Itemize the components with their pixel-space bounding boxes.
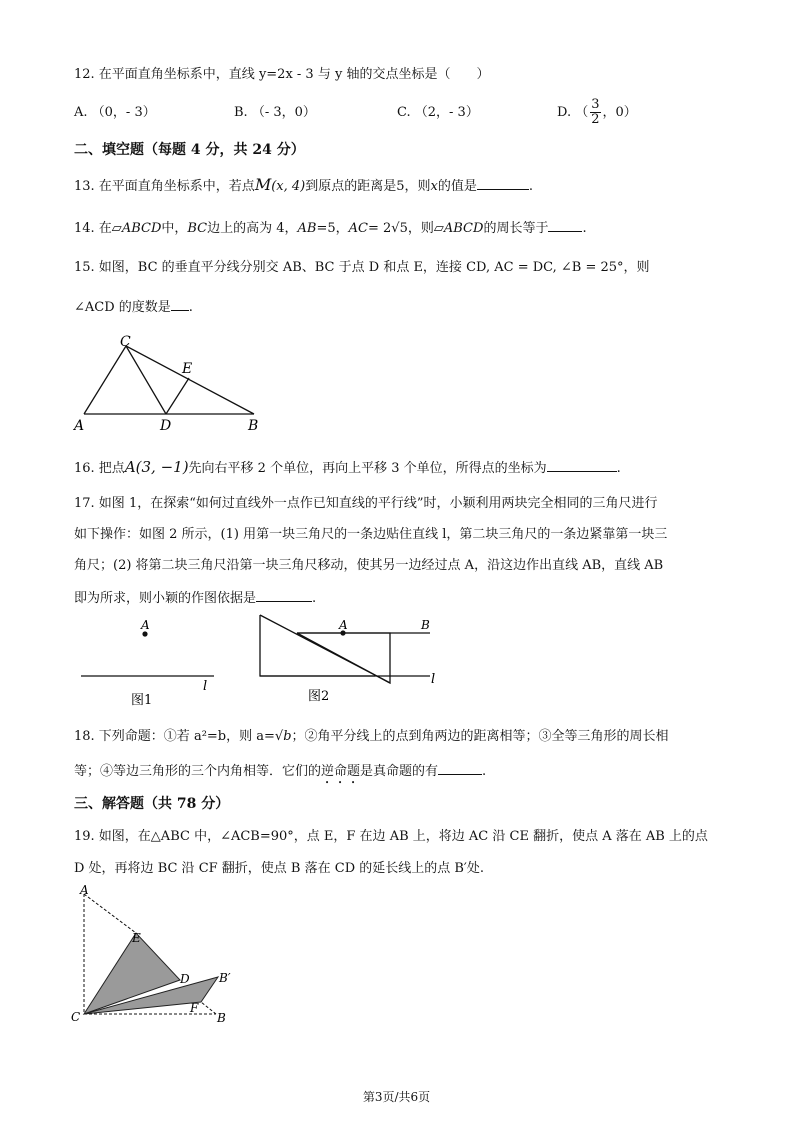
section2-title: 二、填空题（每题 4 分，共 24 分） xyxy=(74,142,305,158)
answer-blank xyxy=(477,177,529,190)
q17-text-a: 即为所求，则小颖的作图依据是 xyxy=(74,591,257,606)
label-c: C xyxy=(120,334,131,350)
q18-text-b: ；②角平分线上的点到角两边的距离相等；③全等三角形的周长相 xyxy=(291,729,669,744)
q18-sqrt-b: √b xyxy=(274,729,292,744)
q19-line1: 19. 如图，在△ABC 中，∠ACB=90°，点 E，F 在边 AB 上，将边 AC 沿 CE 翻折，使点 A 落在 AB 上的点 xyxy=(74,829,708,844)
answer-blank xyxy=(171,298,189,311)
fraction-numerator: 3 xyxy=(591,97,600,112)
label-d: D xyxy=(180,972,190,986)
q13-text-c: ，则 xyxy=(404,179,431,194)
q12-option-d-prefix: D. （ xyxy=(557,105,589,120)
caption-fig1: 图1 xyxy=(131,693,153,708)
q15-line1: 15. 如图，BC 的垂直平分线分别交 AB、BC 于点 D 和点 E，连接 CD, AC = DC, ∠B = 25°，则 xyxy=(74,260,650,275)
q18-text-a: 18. 下列命题：①若 a²=b，则 a= xyxy=(74,729,275,744)
segment-ac xyxy=(84,346,126,414)
q14-text-g: 的周长等于 xyxy=(483,221,549,236)
q14-abcd-2: ABCD xyxy=(443,221,484,236)
q16-text-b: 先向右平移 2 个单位，再向上平移 3 个单位，所得点的坐标为 xyxy=(188,461,547,476)
label-b-prime: B′ xyxy=(219,971,231,985)
answer-blank xyxy=(438,762,482,775)
segment-fb-dashed xyxy=(201,1002,216,1014)
q15-text-a: ∠ACD 的度数是 xyxy=(74,300,171,315)
q15-period: . xyxy=(188,300,193,315)
q14-abcd: ABCD xyxy=(121,221,162,236)
label-a-fig2: A xyxy=(339,618,348,632)
segment-ae-dashed xyxy=(84,894,136,933)
q18-line2 xyxy=(74,762,486,787)
segment-cb xyxy=(126,346,254,414)
q19-line2: D 处，再将边 BC 沿 CF 翻折，使点 B 落在 CD 的延长线上的点 B′处. xyxy=(74,861,485,876)
q16 xyxy=(74,459,621,477)
q12-option-d-suffix: ，0） xyxy=(602,105,637,120)
label-a-fig1: A xyxy=(141,618,150,632)
q13-text-b: 到原点的距离是 xyxy=(305,179,397,194)
page-number: 第3页/共6页 xyxy=(362,1090,431,1104)
q12-option-a: A. （0，- 3） xyxy=(74,105,156,120)
q14-bc: BC xyxy=(187,221,208,236)
figure-q19 xyxy=(66,880,246,1025)
label-b: B xyxy=(217,1011,226,1025)
q12-option-d xyxy=(557,95,637,131)
label-a: A xyxy=(80,883,89,897)
q16-point-a: A(3, −1) xyxy=(124,458,189,476)
q14-text-c: 边上的高为 4， xyxy=(207,221,298,236)
segment-de xyxy=(166,378,189,414)
q14-ac-value: = 2√5 xyxy=(368,221,408,236)
q16-text-a: 16. 把点 xyxy=(74,461,125,476)
q18-text-d: 是真命题的有 xyxy=(360,764,439,779)
q13-text-a: 13. 在平面直角坐标系中，若点 xyxy=(74,179,255,194)
answer-blank xyxy=(548,219,582,232)
q13-distance: 5 xyxy=(396,179,405,194)
q13-text-d: 的值是 xyxy=(437,179,477,194)
figure-q15 xyxy=(70,330,290,435)
label-d: D xyxy=(160,418,172,434)
q17-line2: 如下操作：如图 2 所示，(1) 用第一块三角尺的一条边贴住直线 l，第二块三角尺的一条边紧靠第一块三 xyxy=(74,527,668,542)
q18-text-c: 等；④等边三角形的三个内角相等．它们的 xyxy=(74,764,322,779)
q18-period: . xyxy=(482,764,487,779)
q12-option-c: C. （2，- 3） xyxy=(397,105,479,120)
caption-fig2: 图2 xyxy=(308,689,330,704)
q14-text-b: 中， xyxy=(161,221,188,236)
label-a: A xyxy=(74,418,85,434)
q17-line1: 17. 如图 1，在探索“如何过直线外一点作已知直线的平行线”时，小颖利用两块完全相同的三角尺进行 xyxy=(74,496,658,511)
q14-ac: AC xyxy=(348,221,369,236)
q16-period: . xyxy=(616,461,621,476)
q14-text-a: 14. 在▱ xyxy=(74,221,122,236)
label-f: F xyxy=(190,1001,199,1015)
q18-emphasis: 逆命题 xyxy=(321,764,361,779)
q12-option-b: B. （- 3，0） xyxy=(234,105,316,120)
section3-title: 三、解答题（共 78 分） xyxy=(74,796,230,812)
q14-ab: AB xyxy=(297,221,317,236)
q13-x: x xyxy=(430,179,438,194)
q14-text-f: ，则▱ xyxy=(407,221,444,236)
label-b: B xyxy=(248,418,259,434)
q18-line1 xyxy=(74,729,669,745)
answer-blank xyxy=(256,589,312,602)
q13-coords: (x, 4) xyxy=(271,179,306,194)
q13 xyxy=(74,177,533,195)
q13-period: . xyxy=(528,179,534,194)
q17-period: . xyxy=(312,591,317,606)
fraction-three-halves xyxy=(590,98,600,127)
figure-q17 xyxy=(75,612,455,712)
q15-line2 xyxy=(74,298,193,316)
q17-line4 xyxy=(74,589,316,607)
label-b-fig2: B xyxy=(421,618,430,632)
label-e: E xyxy=(132,931,141,945)
q12-stem: 12. 在平面直角坐标系中，直线 y=2x - 3 与 y 轴的交点坐标是（ ） xyxy=(74,67,490,82)
q17-line3: 角尺；(2) 将第二块三角尺沿第一块三角尺移动，使其另一边经过点 A，沿这边作出直线 AB，直线 AB xyxy=(74,558,664,573)
q14-text-d: =5， xyxy=(316,221,349,236)
label-l-fig2: l xyxy=(431,672,436,687)
label-e: E xyxy=(182,361,193,377)
q13-point-m: M xyxy=(254,175,272,194)
answer-blank xyxy=(547,459,617,472)
point-a-fig1 xyxy=(142,631,147,636)
fraction-denominator: 2 xyxy=(591,112,600,127)
label-c: C xyxy=(71,1010,81,1024)
label-l-fig1: l xyxy=(203,679,208,694)
q14-period: . xyxy=(582,221,587,236)
q14 xyxy=(74,219,587,237)
